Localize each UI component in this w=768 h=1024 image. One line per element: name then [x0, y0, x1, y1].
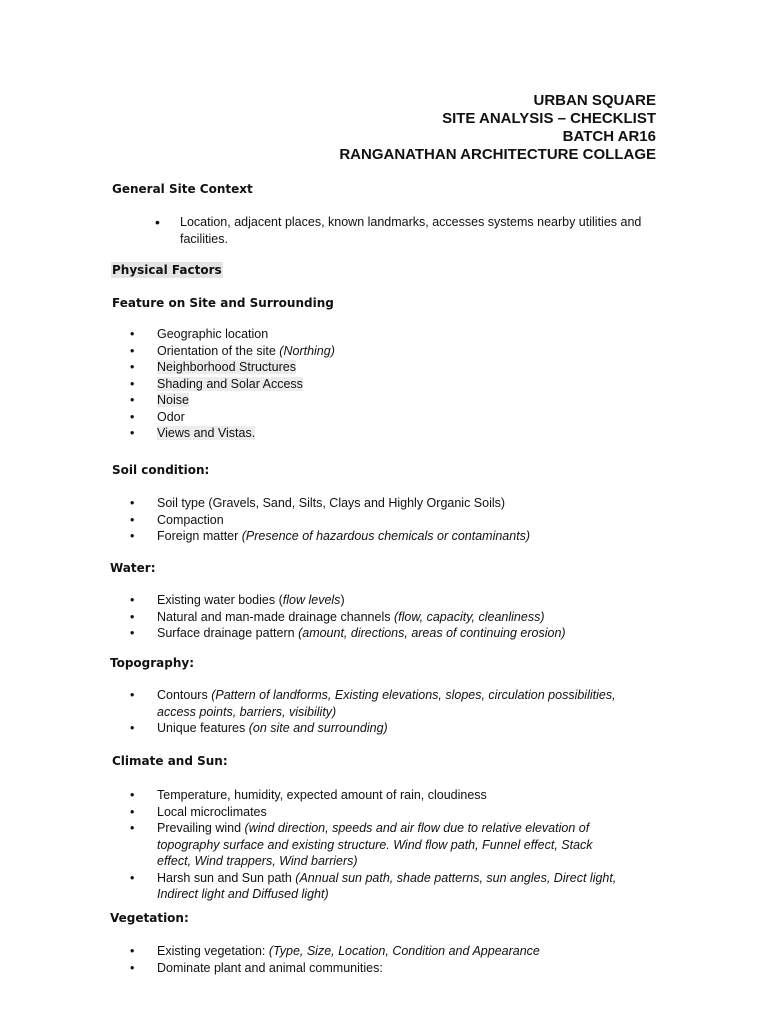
section-heading-vegetation: Vegetation: — [110, 911, 189, 925]
section-heading-physical: Physical Factors — [112, 263, 222, 277]
water-list — [130, 592, 566, 642]
section-heading-general: General Site Context — [112, 182, 253, 196]
section-heading-soil: Soil condition: — [112, 463, 210, 477]
list-item: • Soil type (Gravels, Sand, Silts, Clays and Highly Organic Soils) — [130, 496, 506, 510]
list-item: • Natural and man-made drainage channels (flow, capacity, cleanliness) — [130, 609, 545, 624]
list-item: • Existing vegetation: (Type, Size, Location, Condition and Appearance — [130, 944, 540, 958]
list-item: • Temperature, humidity, expected amount of rain, cloudiness — [130, 788, 487, 802]
header-title: URBAN SQUARE — [533, 92, 656, 109]
bullet-icon: • — [130, 360, 135, 374]
bullet-icon: • — [130, 788, 135, 802]
list-item: • Odor — [130, 409, 185, 424]
bullet-icon: • — [130, 721, 135, 735]
bullet-icon: • — [130, 626, 135, 640]
bullet-icon: • — [130, 376, 135, 391]
feature-list — [130, 326, 335, 442]
bullet-icon: • — [130, 609, 135, 624]
soil-list — [130, 495, 530, 545]
list-item: • Harsh sun and Sun path (Annual sun path, shade patterns, sun angles, Direct light, Indirect light and Diffused light) — [130, 870, 617, 901]
climate-list — [130, 787, 630, 903]
bullet-icon: • — [130, 804, 135, 819]
bullet-icon: • — [130, 426, 135, 440]
list-item: • Views and Vistas. — [130, 426, 256, 440]
list-item-text: Location, adjacent places, known landmarks, accesses systems nearby utilities and facilities. — [180, 215, 642, 246]
list-item: • Surface drainage pattern (amount, directions, areas of continuing erosion) — [130, 626, 566, 640]
header-subtitle: SITE ANALYSIS – CHECKLIST — [442, 110, 656, 127]
bullet-icon: • — [130, 944, 135, 958]
list-item: • Unique features (on site and surrounding) — [130, 721, 388, 735]
bullet-icon: • — [130, 512, 135, 527]
list-item: • Orientation of the site (Northing) — [130, 343, 335, 358]
list-item: • Local microclimates — [130, 804, 267, 819]
list-item: • Compaction — [130, 512, 224, 527]
bullet-icon: • — [130, 393, 135, 407]
header-batch: BATCH AR16 — [562, 128, 656, 145]
bullet-icon: • — [130, 960, 135, 975]
list-item: • Geographic location — [130, 327, 269, 341]
bullet-icon: • — [130, 409, 135, 424]
bullet-icon: • — [130, 593, 135, 607]
section-heading-topography: Topography: — [110, 656, 195, 670]
section-heading-climate: Climate and Sun: — [112, 754, 228, 768]
list-item: • Shading and Solar Access — [130, 376, 303, 391]
bullet-icon: • — [155, 214, 160, 230]
bullet-icon: • — [130, 688, 135, 702]
section-heading-water: Water: — [110, 561, 156, 575]
topography-list — [130, 687, 630, 737]
bullet-icon: • — [130, 821, 135, 835]
list-item: • Noise — [130, 393, 189, 407]
list-item-general — [155, 214, 680, 247]
bullet-icon: • — [130, 343, 135, 358]
bullet-icon: • — [130, 870, 135, 885]
vegetation-list — [130, 943, 630, 976]
list-item: • Existing water bodies (flow levels) — [130, 593, 345, 607]
bullet-icon: • — [130, 327, 135, 341]
section-heading-feature: Feature on Site and Surrounding — [112, 296, 334, 310]
bullet-icon: • — [130, 496, 135, 510]
header-institution: RANGANATHAN ARCHITECTURE COLLAGE — [339, 146, 656, 163]
list-item: • Contours (Pattern of landforms, Existing elevations, slopes, circulation possibilities, access points, barriers, visibility) — [130, 688, 616, 719]
bullet-icon: • — [130, 529, 135, 543]
list-item: • Prevailing wind (wind direction, speeds and air flow due to relative elevation of topography surface and existing structure. Wind flow path, Funnel effect, Stack effect, Wind trappers, Wind barriers) — [130, 821, 593, 868]
list-item: • Foreign matter (Presence of hazardous chemicals or contaminants) — [130, 529, 531, 543]
list-item: • Dominate plant and animal communities: — [130, 960, 383, 975]
document-header — [339, 92, 656, 164]
list-item: • Neighborhood Structures — [130, 360, 296, 374]
